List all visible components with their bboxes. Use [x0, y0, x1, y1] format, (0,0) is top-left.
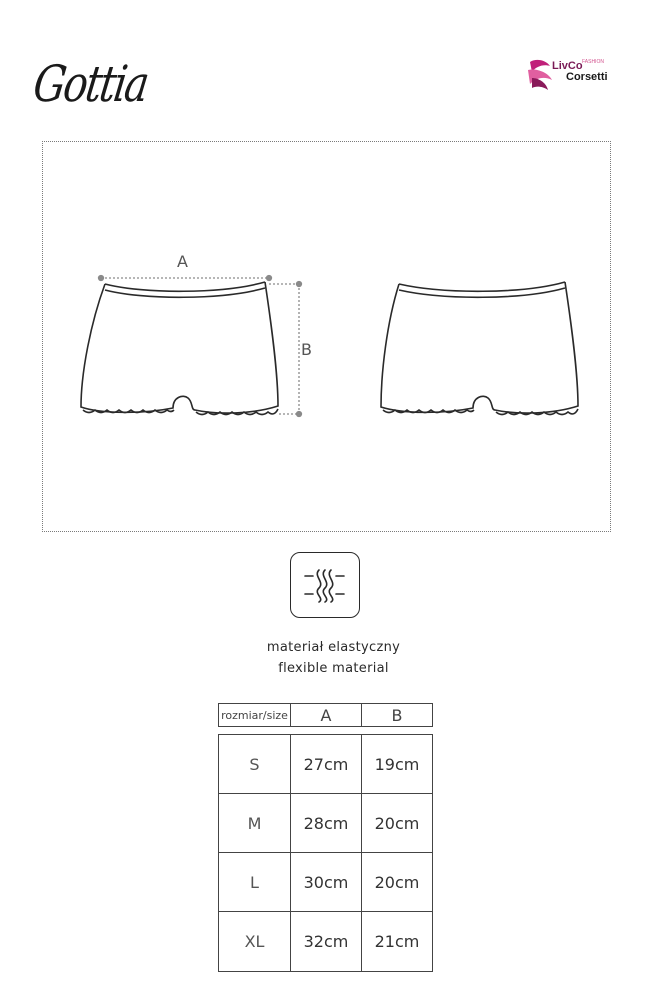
table-row	[219, 912, 432, 971]
measure-a-cell: 28cm	[291, 794, 362, 852]
partner-logo	[526, 56, 630, 92]
measure-a-cell: 30cm	[291, 853, 362, 911]
dimension-label-b: B	[301, 340, 312, 359]
material-label-en: flexible material	[278, 661, 389, 676]
brand-logo	[29, 52, 151, 114]
measure-a-cell: 27cm	[291, 735, 362, 793]
header-size: rozmiar/size	[219, 704, 291, 726]
dimension-label-a: A	[177, 252, 188, 271]
shorts-front	[81, 282, 278, 415]
stretch-wavy-lines-icon	[290, 552, 360, 618]
measure-b-cell: 21cm	[374, 932, 420, 951]
measure-b-cell: 19cm	[374, 754, 420, 774]
header-a: A	[291, 704, 362, 726]
partner-name-line1: LivCo	[552, 60, 583, 72]
brand-logo-text: Gottia	[29, 56, 151, 114]
size-cell: S	[219, 735, 291, 793]
size-table-header	[218, 703, 433, 727]
size-cell: XL	[219, 912, 291, 971]
header-b: B	[391, 705, 403, 725]
table-row	[219, 853, 432, 912]
measure-a-cell: 32cm	[291, 912, 362, 971]
partner-tag: FASHION	[582, 59, 604, 65]
measure-b-cell: 20cm	[374, 872, 420, 892]
size-table	[218, 703, 433, 972]
shorts-back	[381, 282, 578, 415]
material-label-pl: materiał elastyczny	[266, 640, 401, 655]
table-row	[219, 794, 432, 853]
measure-a-line	[99, 276, 272, 281]
size-cell: M	[219, 794, 291, 852]
size-table-body	[218, 734, 433, 972]
shorts-drawing	[43, 142, 612, 533]
measurement-diagram	[42, 141, 611, 532]
measure-b-cell: 20cm	[374, 813, 420, 833]
partner-name-line2: Corsetti	[566, 71, 608, 83]
size-cell: L	[219, 853, 291, 911]
table-row	[219, 735, 432, 794]
